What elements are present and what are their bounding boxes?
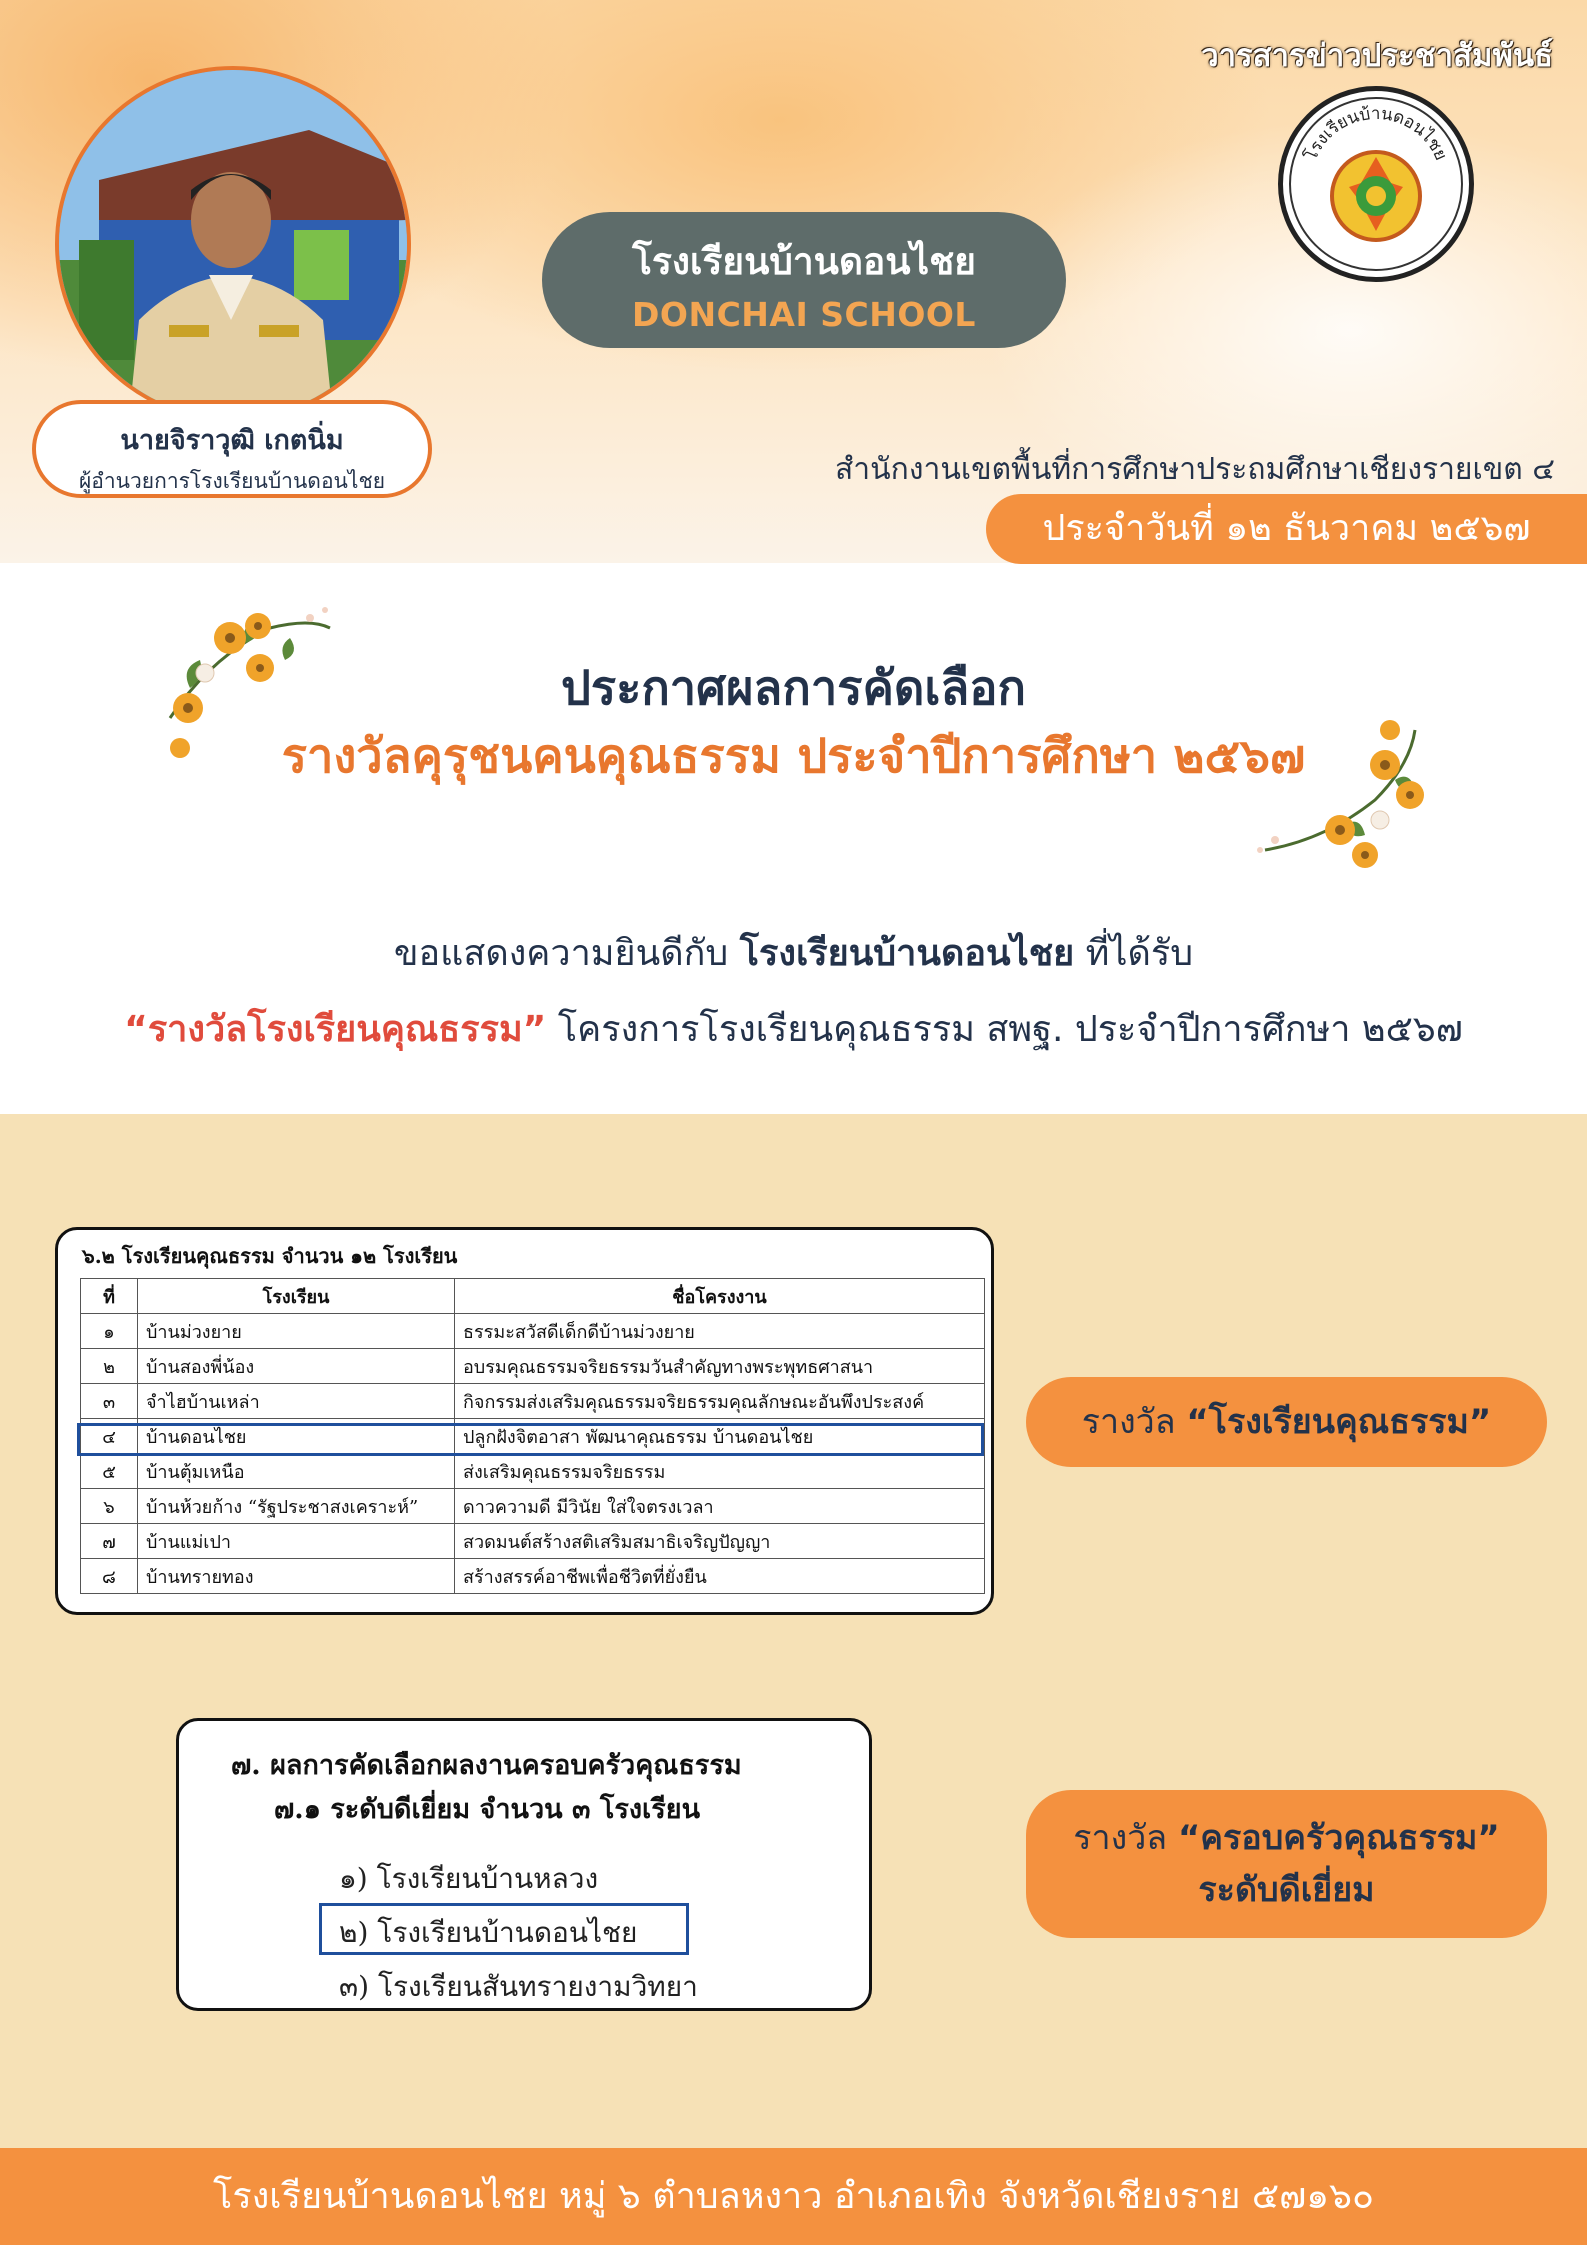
- cell-school: บ้านตุ้มเหนือ: [138, 1454, 455, 1489]
- table-row: [81, 1349, 985, 1384]
- cell-no: ๖: [81, 1489, 138, 1524]
- footer-address: โรงเรียนบ้านดอนไชย หมู่ ๖ ตำบลหงาว อำเภอเทิง จังหวัดเชียงราย ๕๗๑๖๐: [0, 2148, 1587, 2245]
- school-name-english: DONCHAI SCHOOL: [632, 295, 976, 334]
- director-position: ผู้อำนวยการโรงเรียนบ้านดอนไชย: [78, 469, 386, 493]
- announcement-subtitle: รางวัลคุรุชนคนคุณธรรม ประจำปีการศึกษา ๒๕๖๗: [281, 729, 1306, 784]
- award-line: [0, 1000, 1587, 1057]
- project-line: โครงการโรงเรียนคุณธรรม สพฐ. ประจำปีการศึกษา ๒๕๖๗: [557, 1009, 1463, 1050]
- cell-school: บ้านแม่เปา: [138, 1524, 455, 1559]
- highlight-box: [77, 1423, 984, 1456]
- announcement-title: ประกาศผลการคัดเลือก: [561, 661, 1026, 716]
- cell-no: ๕: [81, 1454, 138, 1489]
- cell-school: บ้านสองพี่น้อง: [138, 1349, 455, 1384]
- header-banner: [0, 0, 1587, 563]
- award-quote: “รางวัลโรงเรียนคุณธรรม”: [124, 1009, 547, 1050]
- table-row: [81, 1314, 985, 1349]
- family-results-card: [176, 1718, 872, 2011]
- cell-project: อบรมคุณธรรมจริยธรรมวันสำคัญทางพระพุทธศาสนา: [455, 1349, 985, 1384]
- table-row: [81, 1524, 985, 1559]
- cell-school: บ้านดอนไชย: [138, 1419, 455, 1454]
- table-row: [81, 1454, 985, 1489]
- congrats-prefix: ขอแสดงความยินดีกับ: [393, 933, 729, 974]
- cell-project: ปลูกฝังจิตอาสา พัฒนาคุณธรรม บ้านดอนไชย: [455, 1419, 985, 1454]
- cell-project: ธรรมะสวัสดีเด็กดีบ้านม่วงยาย: [455, 1314, 985, 1349]
- cell-project: สร้างสรรค์อาชีพเพื่อชีวิตที่ยั่งยืน: [455, 1559, 985, 1594]
- school-name-pill: [542, 212, 1066, 348]
- list-item-highlighted: ๒) โรงเรียนบ้านดอนไชย: [339, 1916, 638, 1949]
- award-badge-moral-school: [1026, 1377, 1547, 1467]
- cell-project: ดาวความดี มีวินัย ใส่ใจตรงเวลา: [455, 1489, 985, 1524]
- header-project: ชื่อโครงงาน: [455, 1279, 985, 1314]
- list-item: ๓) โรงเรียนสันทรายงามวิทยา: [339, 1970, 698, 2003]
- newsletter-title: วารสารข่าวประชาสัมพันธ์: [1201, 38, 1553, 74]
- family-heading: ๗. ผลการคัดเลือกผลงานครอบครัวคุณธรรม: [231, 1750, 742, 1781]
- table-title: ๖.๒ โรงเรียนคุณธรรม จำนวน ๑๒ โรงเรียน: [82, 1244, 458, 1268]
- cell-project: สวดมนต์สร้างสติเสริมสมาธิเจริญปัญญา: [455, 1524, 985, 1559]
- congrats-suffix: ที่ได้รับ: [1085, 933, 1194, 974]
- table-row: [81, 1384, 985, 1419]
- director-photo-illustration: [59, 70, 407, 418]
- seal-icon: [1283, 91, 1469, 277]
- cell-no: ๔: [81, 1419, 138, 1454]
- cell-no: ๘: [81, 1559, 138, 1594]
- school-name-thai: โรงเรียนบ้านดอนไชย: [632, 240, 976, 283]
- cell-no: ๑: [81, 1314, 138, 1349]
- highlight-box: [319, 1903, 689, 1955]
- director-name: นายจิราวุฒิ เกตนิ่ม: [120, 425, 344, 456]
- header-no: ที่: [81, 1279, 138, 1314]
- award-badge-moral-family: [1026, 1790, 1547, 1938]
- award2-name: “ครอบครัวคุณธรรม”: [1177, 1818, 1500, 1858]
- cell-project: ส่งเสริมคุณธรรมจริยธรรม: [455, 1454, 985, 1489]
- office-name: สำนักงานเขตพื้นที่การศึกษาประถมศึกษาเชียงรายเขต ๔: [835, 452, 1555, 487]
- congratulation-line: [0, 924, 1587, 981]
- cell-school: บ้านทรายทอง: [138, 1559, 455, 1594]
- school-seal-logo: [1278, 86, 1474, 282]
- date-banner: ประจำวันที่ ๑๒ ธันวาคม ๒๕๖๗: [986, 494, 1587, 564]
- svg-text:โรงเรียนบ้านดอนไชย: โรงเรียนบ้านดอนไชย: [1301, 103, 1451, 164]
- results-table-card: [55, 1227, 994, 1615]
- cell-no: ๗: [81, 1524, 138, 1559]
- award2-level: ระดับดีเยี่ยม: [1198, 1870, 1375, 1910]
- family-subheading: ๗.๑ ระดับดีเยี่ยม จำนวน ๓ โรงเรียน: [274, 1794, 701, 1825]
- cell-project: กิจกรรมส่งเสริมคุณธรรมจริยธรรมคุณลักษณะอันพึงประสงค์: [455, 1384, 985, 1419]
- cell-school: บ้านม่วงยาย: [138, 1314, 455, 1349]
- director-photo: [55, 66, 411, 422]
- award2-prefix: รางวัล: [1073, 1818, 1168, 1858]
- cell-no: ๒: [81, 1349, 138, 1384]
- list-item: ๑) โรงเรียนบ้านหลวง: [339, 1862, 599, 1895]
- cell-school: บ้านห้วยก้าง “รัฐประชาสงเคราะห์”: [138, 1489, 455, 1524]
- cell-school: จำไฮบ้านเหล่า: [138, 1384, 455, 1419]
- award1-name: “โรงเรียนคุณธรรม”: [1186, 1402, 1492, 1442]
- congrats-school: โรงเรียนบ้านดอนไชย: [739, 933, 1075, 974]
- table-row: [81, 1559, 985, 1594]
- table-header-row: [81, 1279, 985, 1314]
- header-school: โรงเรียน: [138, 1279, 455, 1314]
- award1-prefix: รางวัล: [1081, 1402, 1176, 1442]
- cell-no: ๓: [81, 1384, 138, 1419]
- table-row: [81, 1489, 985, 1524]
- director-name-badge: [32, 400, 432, 498]
